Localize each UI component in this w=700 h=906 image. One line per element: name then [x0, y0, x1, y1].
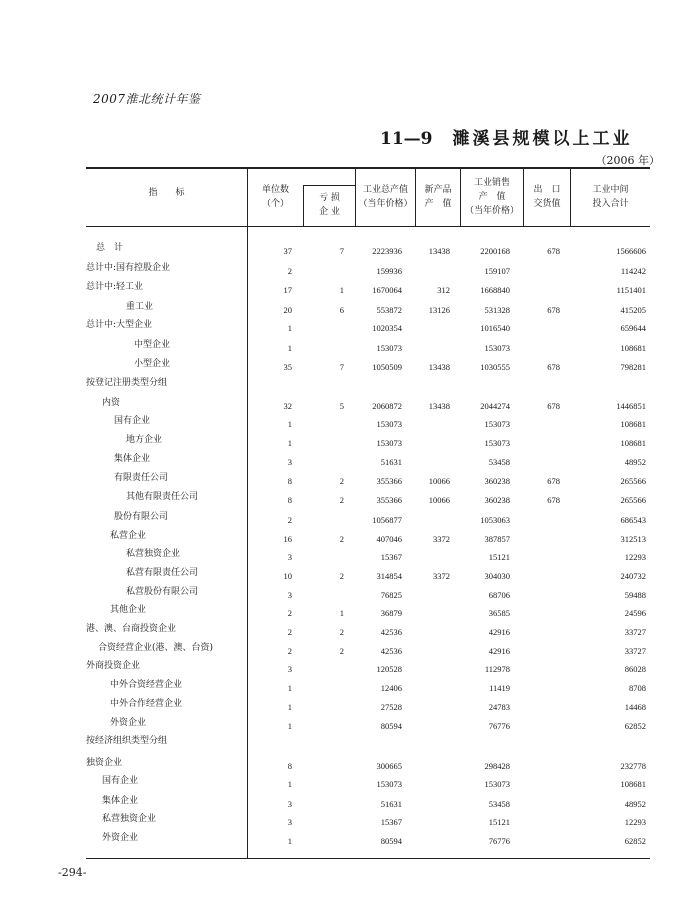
cell-units: 32	[283, 401, 292, 411]
col-sales: 工业销售 产 值 （当年价格）	[464, 178, 519, 216]
cell-new-product: 3372	[433, 571, 450, 581]
row-label: 按经济组织类型分组	[86, 736, 168, 746]
cell-sales: 153073	[484, 419, 510, 429]
cell-sales: 36585	[488, 608, 510, 618]
cell-output: 51631	[380, 799, 402, 809]
cell-output: 36879	[380, 608, 402, 618]
cell-sales: 298428	[484, 761, 510, 771]
cell-output: 1670064	[372, 285, 402, 295]
col-indicator: 指 标	[148, 188, 185, 198]
cell-output: 76825	[380, 590, 402, 600]
top-rule	[86, 167, 650, 169]
cell-output: 27528	[380, 702, 402, 712]
cell-output: 12406	[380, 683, 402, 693]
cell-intermediate: 1446851	[616, 401, 646, 411]
col-export: 出 口 交货值	[533, 185, 561, 209]
cell-intermediate: 12293	[624, 817, 646, 827]
cell-output: 159936	[376, 266, 402, 276]
cell-sales: 531328	[484, 305, 510, 315]
cell-sales: 76776	[488, 836, 510, 846]
row-label: 总 计	[96, 243, 124, 253]
row-label: 外资企业	[110, 718, 147, 728]
cell-sales: 2044274	[480, 401, 510, 411]
cell-sales: 24783	[488, 702, 510, 712]
cell-loss: 7	[339, 362, 344, 372]
cell-output: 153073	[376, 779, 402, 789]
row-label: 合资经营企业(港、澳、台资)	[98, 643, 214, 653]
cell-units: 2	[287, 627, 292, 637]
row-label: 其他企业	[110, 605, 147, 615]
row-label: 集体企业	[102, 796, 139, 806]
cell-output: 355366	[376, 476, 402, 486]
cell-intermediate: 108681	[620, 419, 646, 429]
cell-output: 42536	[380, 627, 402, 637]
cell-units: 20	[283, 305, 292, 315]
cell-units: 1	[287, 721, 292, 731]
row-label: 国有企业	[114, 416, 151, 426]
cell-intermediate: 659644	[620, 323, 646, 333]
cell-sales: 1668840	[480, 285, 510, 295]
cell-new-product: 13438	[428, 362, 450, 372]
cell-sales: 15121	[488, 817, 510, 827]
cell-sales: 1030555	[480, 362, 510, 372]
cell-sales: 387857	[484, 534, 510, 544]
cell-sales: 159107	[484, 266, 510, 276]
cell-intermediate: 86028	[624, 664, 646, 674]
cell-loss: 1	[339, 608, 344, 618]
cell-output: 153073	[376, 419, 402, 429]
cell-units: 1	[287, 683, 292, 693]
row-label: 私营独资企业	[102, 814, 157, 824]
header-bottom-rule	[86, 226, 650, 227]
cell-export: 678	[547, 305, 560, 315]
row-label: 私营独资企业	[126, 549, 181, 559]
cell-units: 8	[287, 495, 292, 505]
row-label: 私营有限责任公司	[126, 568, 199, 578]
cell-sales: 42916	[488, 627, 510, 637]
cell-units: 3	[287, 664, 292, 674]
table-title-text: 濉溪县规模以上工业	[452, 129, 633, 149]
cell-sales: 153073	[484, 438, 510, 448]
cell-units: 1	[287, 836, 292, 846]
cell-output: 300665	[376, 761, 402, 771]
cell-sales: 76776	[488, 721, 510, 731]
cell-output: 2223936	[372, 246, 402, 256]
table-number: 11—9	[380, 129, 433, 149]
cell-export: 678	[547, 476, 560, 486]
row-label: 独资企业	[86, 758, 123, 768]
cell-sales: 153073	[484, 779, 510, 789]
cell-new-product: 10066	[428, 476, 450, 486]
cell-loss: 1	[339, 285, 344, 295]
cell-loss: 2	[339, 495, 344, 505]
year-note: （2006 年）	[595, 154, 660, 167]
cell-export: 678	[547, 362, 560, 372]
cell-sales: 304030	[484, 571, 510, 581]
row-label: 港、澳、台商投资企业	[86, 624, 177, 634]
cell-output: 51631	[380, 457, 402, 467]
cell-sales: 153073	[484, 343, 510, 353]
cell-output: 15367	[380, 552, 402, 562]
cell-intermediate: 265566	[620, 495, 646, 505]
cell-units: 8	[287, 476, 292, 486]
cell-output: 1056877	[372, 515, 402, 525]
cell-units: 37	[283, 246, 292, 256]
row-label: 地方企业	[126, 435, 163, 445]
cell-sales: 360238	[484, 476, 510, 486]
cell-units: 2	[287, 608, 292, 618]
cell-intermediate: 14468	[624, 702, 646, 712]
row-label: 其他有限责任公司	[126, 492, 199, 502]
cell-intermediate: 62852	[624, 836, 646, 846]
cell-loss: 2	[339, 627, 344, 637]
bottom-rule	[86, 858, 650, 859]
cell-sales: 42916	[488, 646, 510, 656]
row-label: 私营股份有限公司	[126, 587, 199, 597]
row-label: 外商投资企业	[86, 661, 141, 671]
cell-output: 120528	[376, 664, 402, 674]
cell-output: 314854	[376, 571, 402, 581]
cell-intermediate: 108681	[620, 779, 646, 789]
cell-units: 3	[287, 457, 292, 467]
cell-intermediate: 265566	[620, 476, 646, 486]
cell-units: 16	[283, 534, 292, 544]
row-label: 总计中:大型企业	[86, 320, 153, 330]
cell-units: 1	[287, 779, 292, 789]
cell-intermediate: 8708	[629, 683, 646, 693]
cell-sales: 53458	[488, 457, 510, 467]
cell-output: 42536	[380, 646, 402, 656]
cell-units: 3	[287, 799, 292, 809]
cell-output: 407046	[376, 534, 402, 544]
cell-sales: 53458	[488, 799, 510, 809]
row-label: 总计中:国有控股企业	[86, 263, 171, 273]
cell-units: 10	[283, 571, 292, 581]
cell-output: 153073	[376, 438, 402, 448]
cell-units: 35	[283, 362, 292, 372]
row-label: 重工业	[126, 302, 154, 312]
cell-intermediate: 33727	[624, 646, 646, 656]
cell-new-product: 3372	[433, 534, 450, 544]
cell-output: 355366	[376, 495, 402, 505]
cell-intermediate: 108681	[620, 438, 646, 448]
cell-new-product: 13126	[428, 305, 450, 315]
cell-intermediate: 33727	[624, 627, 646, 637]
cell-intermediate: 59488	[624, 590, 646, 600]
cell-export: 678	[547, 401, 560, 411]
cell-sales: 11419	[489, 683, 510, 693]
cell-output: 80594	[380, 721, 402, 731]
header-divider	[303, 185, 355, 186]
cell-units: 3	[287, 552, 292, 562]
row-label: 有限责任公司	[114, 473, 169, 483]
cell-intermediate: 240732	[620, 571, 646, 581]
cell-intermediate: 62852	[624, 721, 646, 731]
cell-new-product: 312	[437, 285, 450, 295]
cell-intermediate: 312513	[620, 534, 646, 544]
cell-loss: 2	[339, 571, 344, 581]
cell-units: 8	[287, 761, 292, 771]
row-label: 小型企业	[134, 359, 171, 369]
cell-sales: 68706	[488, 590, 510, 600]
cell-loss: 2	[339, 476, 344, 486]
cell-intermediate: 415205	[620, 305, 646, 315]
page-number: -294-	[58, 866, 87, 879]
cell-output: 80594	[380, 836, 402, 846]
cell-intermediate: 48952	[624, 457, 646, 467]
cell-loss: 2	[339, 646, 344, 656]
cell-output: 2060872	[372, 401, 402, 411]
cell-loss: 6	[339, 305, 344, 315]
cell-new-product: 13438	[428, 401, 450, 411]
cell-sales: 1016540	[480, 323, 510, 333]
row-label: 中型企业	[134, 340, 171, 350]
cell-units: 1	[287, 323, 292, 333]
col-output: 工业总产值 （当年价格）	[358, 185, 413, 209]
cell-sales: 15121	[488, 552, 510, 562]
row-label: 中外合作经营企业	[110, 699, 183, 709]
cell-output: 1050509	[372, 362, 402, 372]
col-units: 单位数 （个）	[261, 185, 289, 209]
cell-intermediate: 1566606	[616, 246, 646, 256]
cell-units: 1	[287, 343, 292, 353]
cell-units: 17	[283, 285, 292, 295]
table-title	[380, 124, 633, 149]
row-label: 国有企业	[102, 776, 139, 786]
row-label: 中外合资经营企业	[110, 680, 183, 690]
cell-units: 1	[287, 438, 292, 448]
cell-export: 678	[547, 246, 560, 256]
cell-intermediate: 1151401	[616, 285, 646, 295]
cell-loss: 5	[339, 401, 344, 411]
cell-units: 2	[287, 266, 292, 276]
cell-sales: 2200168	[480, 246, 510, 256]
cell-units: 2	[287, 515, 292, 525]
cell-intermediate: 232778	[620, 761, 646, 771]
cell-units: 2	[287, 646, 292, 656]
cell-export: 678	[547, 495, 560, 505]
col-loss: 亏 损 企 业	[319, 193, 340, 217]
col-new-product: 新产品 产 值	[424, 185, 452, 209]
cell-sales: 1053063	[480, 515, 510, 525]
cell-loss: 2	[339, 534, 344, 544]
row-label: 总计中:轻工业	[86, 282, 144, 292]
yearbook-header: 2007淮北统计年鉴	[93, 92, 201, 106]
row-label: 内资	[102, 398, 121, 408]
cell-loss: 7	[339, 246, 344, 256]
col-intermediate: 工业中间 投入合计	[592, 185, 629, 209]
cell-output: 1020354	[372, 323, 402, 333]
cell-sales: 112978	[484, 664, 510, 674]
row-label: 外资企业	[102, 833, 139, 843]
cell-sales: 360238	[484, 495, 510, 505]
cell-output: 553872	[376, 305, 402, 315]
cell-intermediate: 108681	[620, 343, 646, 353]
row-label: 集体企业	[114, 454, 151, 464]
cell-intermediate: 24596	[624, 608, 646, 618]
cell-intermediate: 48952	[624, 799, 646, 809]
cell-units: 1	[287, 702, 292, 712]
cell-intermediate: 114242	[620, 266, 646, 276]
cell-intermediate: 12293	[624, 552, 646, 562]
row-label: 按登记注册类型分组	[86, 378, 168, 388]
cell-intermediate: 686543	[620, 515, 646, 525]
cell-units: 3	[287, 817, 292, 827]
cell-new-product: 10066	[428, 495, 450, 505]
cell-units: 1	[287, 419, 292, 429]
cell-new-product: 13438	[428, 246, 450, 256]
cell-units: 3	[287, 590, 292, 600]
cell-output: 15367	[380, 817, 402, 827]
cell-output: 153073	[376, 343, 402, 353]
row-label: 私营企业	[110, 531, 147, 541]
row-label: 股份有限公司	[114, 512, 169, 522]
cell-intermediate: 798281	[620, 362, 646, 372]
